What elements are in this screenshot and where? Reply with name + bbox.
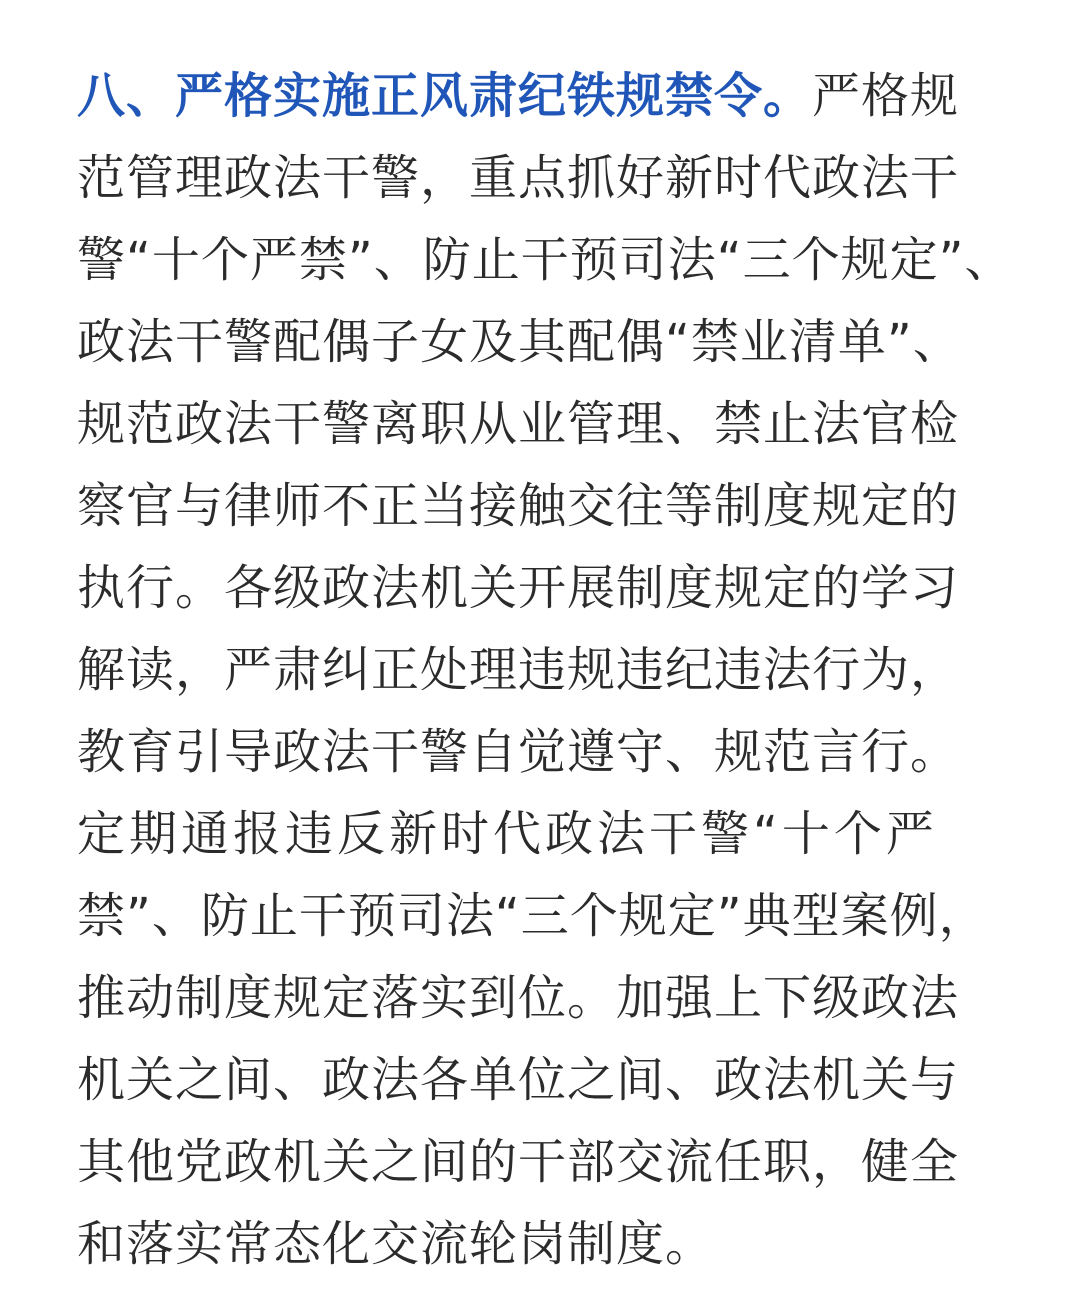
paragraph-line-4: 政法干警配偶子女及其配偶“禁业清单”、 bbox=[77, 314, 962, 370]
paragraph-line-1 bbox=[77, 55, 1007, 137]
paragraph-line-2: 范管理政法干警，重点抓好新时代政法干 bbox=[77, 150, 960, 206]
paragraph-line-7: 执行。各级政法机关开展制度规定的学习 bbox=[77, 560, 960, 616]
paragraph-line-13: 机关之间、政法各单位之间、政法机关与 bbox=[77, 1052, 960, 1108]
paragraph-line-10: 定期通报违反新时代政法干警“十个严 bbox=[77, 806, 938, 862]
paragraph-line-9: 教育引导政法干警自觉遵守、规范言行。 bbox=[77, 724, 960, 780]
paragraph-line-3: 警“十个严禁”、防止干预司法“三个规定”、 bbox=[77, 232, 1014, 288]
paragraph-line-14: 其他党政机关之间的干部交流任职，健全 bbox=[77, 1134, 960, 1190]
paragraph-text-start: 严格规 bbox=[812, 68, 960, 124]
section-heading: 八、严格实施正风肃纪铁规禁令。 bbox=[77, 68, 813, 124]
paragraph-line-12: 推动制度规定落实到位。加强上下级政法 bbox=[77, 970, 960, 1026]
paragraph-line-5: 规范政法干警离职从业管理、禁止法官检 bbox=[77, 396, 960, 452]
article-paragraph bbox=[77, 55, 1014, 1285]
paragraph-line-11: 禁”、防止干预司法“三个规定”典型案例， bbox=[77, 888, 988, 944]
paragraph-line-8: 解读，严肃纠正处理违规违纪违法行为， bbox=[77, 642, 960, 698]
paragraph-line-6: 察官与律师不正当接触交往等制度规定的 bbox=[77, 478, 960, 534]
paragraph-line-15: 和落实常态化交流轮岗制度。 bbox=[77, 1216, 715, 1272]
